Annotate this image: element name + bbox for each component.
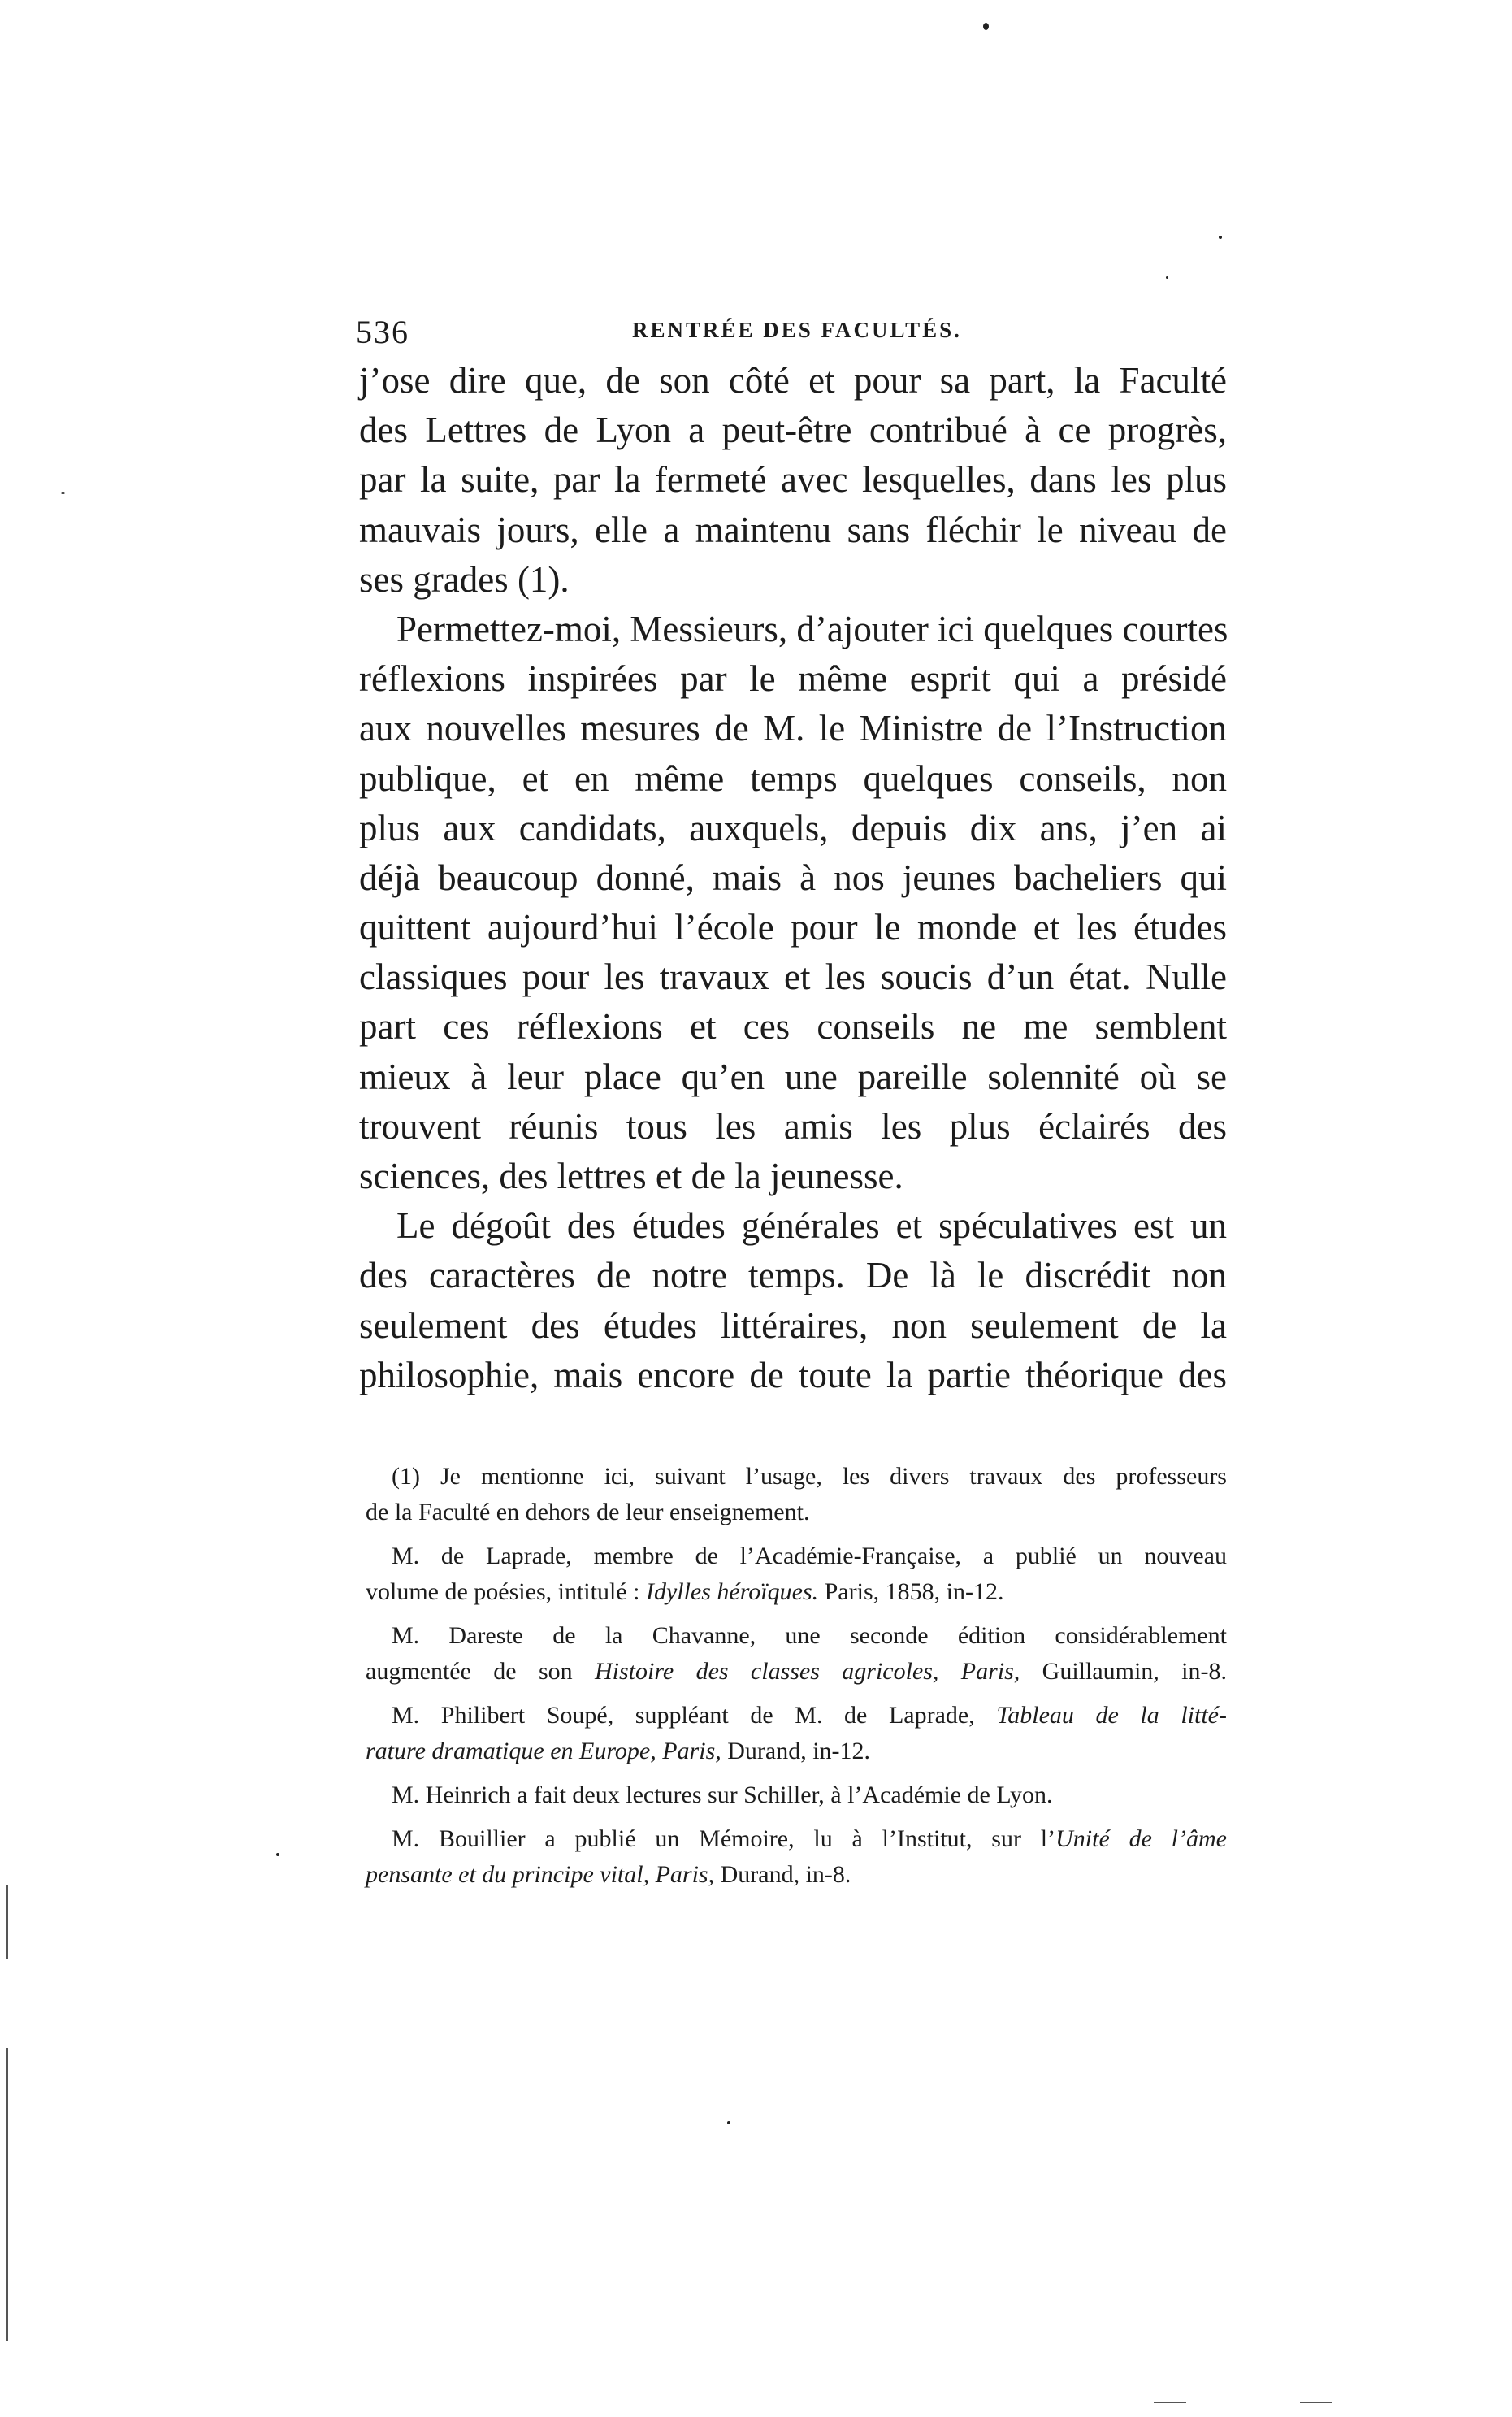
footnote-line: M. Dareste de la Chavanne, une seconde édition considérablement bbox=[392, 1622, 1227, 1649]
text-line: classiques pour les travaux et les soucis d’un état. Nulle bbox=[359, 957, 1227, 998]
text-line: philosophie, mais encore de toute la partie théorique des bbox=[359, 1354, 1227, 1395]
footnote-line bbox=[366, 1574, 1227, 1610]
text-line: Le dégoût des études générales et spéculatives est un bbox=[396, 1205, 1227, 1247]
ink-speck bbox=[983, 23, 989, 30]
footnote-text: Durand, in-8. bbox=[720, 1861, 851, 1888]
footnote-line bbox=[366, 1698, 1227, 1734]
footnote-title: Tableau de la litté- bbox=[996, 1702, 1227, 1729]
scan-edge-mark bbox=[1154, 2402, 1186, 2403]
text-line: ses grades (1). bbox=[359, 558, 570, 600]
footnote-line: (1) Je mentionne ici, suivant l’usage, les divers travaux des professeurs bbox=[392, 1463, 1227, 1490]
footnote-text: volume de poésies, intitulé : bbox=[366, 1578, 640, 1605]
footnote-text: M. Philibert Soupé, suppléant de M. de Laprade, bbox=[392, 1702, 975, 1729]
ink-speck bbox=[1219, 236, 1222, 239]
text-line: Permettez-moi, Messieurs, d’ajouter ici quelques courtes bbox=[396, 608, 1228, 649]
text-line: mieux à leur place qu’en une pareille solennité où se bbox=[359, 1056, 1227, 1097]
footnote-text: Durand, in-12. bbox=[727, 1738, 871, 1764]
page-header bbox=[356, 313, 1225, 354]
ink-speck bbox=[1166, 276, 1168, 279]
scan-edge-mark bbox=[6, 1885, 8, 1959]
page-number: 536 bbox=[356, 314, 409, 350]
footnote-text: Guillaumin, in-8. bbox=[1042, 1658, 1227, 1685]
text-line: déjà beaucoup donné, mais à nos jeunes bacheliers qui bbox=[359, 857, 1227, 898]
text-line: réflexions inspirées par le même esprit qui a présidé bbox=[359, 658, 1227, 700]
ink-speck bbox=[276, 1853, 279, 1856]
text-line: publique, et en même temps quelques conseils, non bbox=[359, 757, 1227, 799]
footnote-title: Histoire des classes agricoles, Paris, bbox=[595, 1658, 1020, 1685]
text-line: sciences, des lettres et de la jeunesse. bbox=[359, 1156, 903, 1196]
text-line: des Lettres de Lyon a peut-être contribué à ce progrès, bbox=[359, 410, 1227, 451]
text-line: aux nouvelles mesures de M. le Ministre de l’Instruction bbox=[359, 708, 1227, 749]
text-line: mauvais jours, elle a maintenu sans fléchir le niveau de bbox=[359, 509, 1227, 550]
text-line: quittent aujourd’hui l’école pour le monde et les études bbox=[359, 907, 1227, 948]
footnote-line: M. Heinrich a fait deux lectures sur Schiller, à l’Académie de Lyon. bbox=[392, 1781, 1053, 1808]
text-line: seulement des études littéraires, non seulement de la bbox=[359, 1304, 1227, 1346]
footnote-line bbox=[366, 1821, 1227, 1857]
footnote-title: rature dramatique en Europe, Paris, bbox=[366, 1738, 721, 1764]
footnote-title: Unité de l’âme bbox=[1055, 1825, 1227, 1852]
running-head: RENTRÉE DES FACULTÉS. bbox=[632, 318, 962, 342]
text-line: des caractères de notre temps. De là le discrédit non bbox=[359, 1255, 1227, 1296]
footnotes bbox=[366, 1459, 1227, 1893]
footnote-line bbox=[366, 1654, 1227, 1690]
text-line: j’ose dire que, de son côté et pour sa part, la Faculté bbox=[359, 360, 1227, 401]
footnote-text: augmentée de son bbox=[366, 1658, 573, 1685]
text-line: par la suite, par la fermeté avec lesquelles, dans les plus bbox=[359, 459, 1227, 501]
text-line: plus aux candidats, auxquels, depuis dix ans, j’en ai bbox=[359, 807, 1227, 848]
footnote-title: pensante et du principe vital, Paris, bbox=[366, 1861, 715, 1888]
text-line: part ces réflexions et ces conseils ne me semblent bbox=[359, 1006, 1227, 1048]
scan-edge-mark bbox=[6, 2048, 8, 2341]
footnote-text: M. Bouillier a publié un Mémoire, lu à l’Institut, sur l’ bbox=[392, 1825, 1056, 1852]
footnote-line: de la Faculté en dehors de leur enseignement. bbox=[366, 1499, 810, 1525]
text-line: trouvent réunis tous les amis les plus éclairés des bbox=[359, 1105, 1227, 1147]
footnote-title: Idylles héroïques. bbox=[645, 1578, 819, 1605]
footnote-line bbox=[366, 1857, 1227, 1893]
footnote-line: M. de Laprade, membre de l’Académie-Française, a publié un nouveau bbox=[392, 1543, 1227, 1569]
scan-edge-mark bbox=[1300, 2402, 1332, 2403]
footnote-line bbox=[366, 1734, 1227, 1769]
body-text bbox=[359, 356, 1227, 1400]
ink-speck bbox=[727, 2121, 730, 2124]
footnote-text: Paris, 1858, in-12. bbox=[824, 1578, 1004, 1605]
ink-speck bbox=[61, 492, 65, 494]
